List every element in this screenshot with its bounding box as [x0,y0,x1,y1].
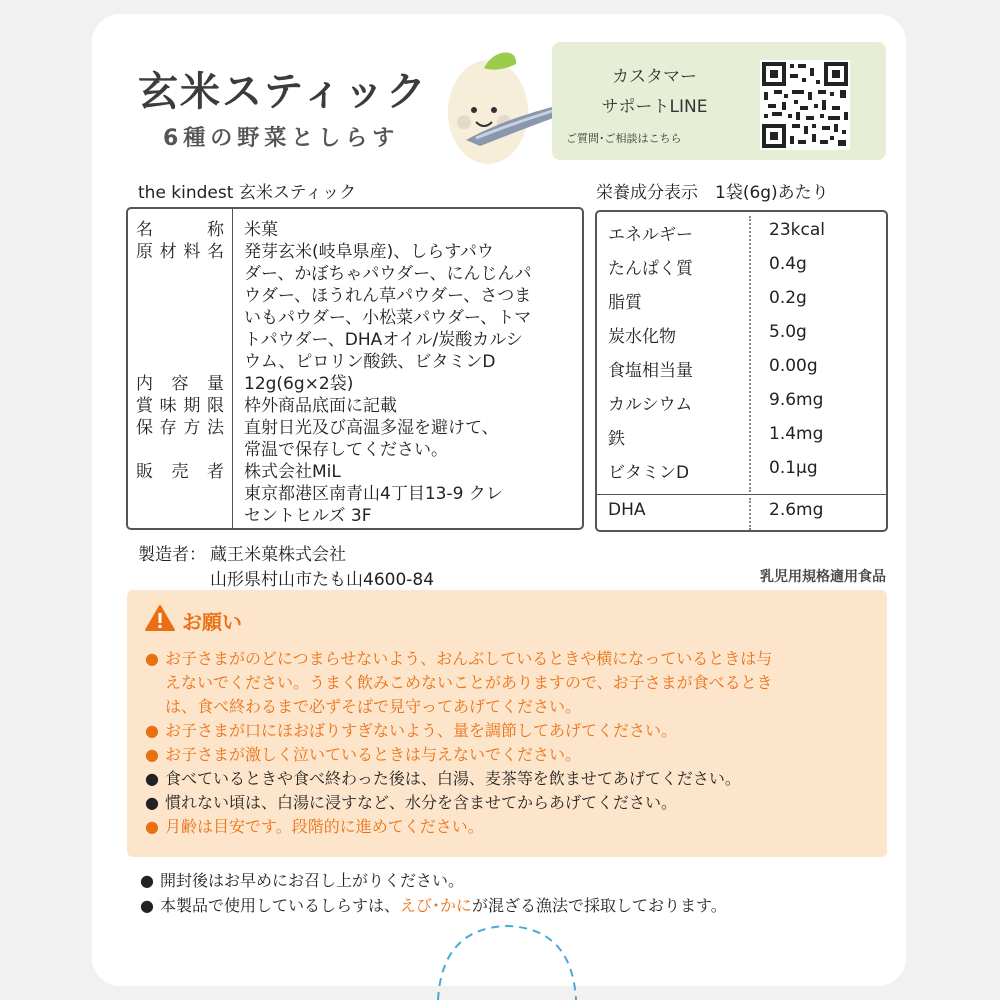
nutrition-row [597,352,886,386]
spec-value-seller [244,461,574,527]
spec-value-line: ウダー、ほうれん草パウダー、さつま [244,286,532,306]
nutrition-row [597,284,886,318]
bullet: ● [145,817,159,836]
spec-value-name [244,219,574,241]
nutrition-name: 食塩相当量 [608,361,693,381]
notice-text: お子さまがのどにつまらせないよう、おんぶしているときや横になっているときは与 [165,649,773,668]
notice-line [145,815,484,839]
spec-label-contents: 内容量 [136,374,224,394]
notice-line [145,719,677,743]
notice-text: お子さまが激しく泣いているときは与えないでください。 [165,745,582,764]
line-support-title-1: カスタマー [612,67,697,87]
spec-value-line: セントヒルズ 3F [244,506,372,526]
notice-text: 食べているときや食べ終わった後は、白湯、麦茶等を飲ませてあげてください。 [165,769,741,788]
nutrition-value: 23kcal [769,220,825,240]
nutrition-value: 0.2g [769,288,807,308]
footer-text: 開封後はお早めにお召し上がりください。 [160,871,465,890]
nutrition-name: ビタミンD [608,463,690,483]
nutrition-value: 9.6mg [769,390,824,410]
notice-line [145,743,581,767]
bullet: ● [140,871,154,890]
nutrition-row [597,454,886,488]
footer-line-1 [140,868,464,891]
spec-value-line: ウム、ピロリン酸鉄、ビタミンD [244,352,496,372]
spec-value-contents [244,373,574,395]
notice-text: 月齢は目安です。段階的に進めてください。 [165,817,484,836]
line-support-note: ご質問･ご相談はこちら [566,132,682,145]
nutrition-row [597,420,886,454]
footer-text: 本製品で使用しているしらすは、 [160,896,401,915]
infant-standard-label: 乳児用規格適用食品 [760,569,886,585]
spec-value-line: 発芽玄米(岐阜県産)、しらすパウ [244,242,494,262]
spec-value-line: 12g(6g×2袋) [244,374,354,394]
nutrition-name: 鉄 [608,429,625,449]
nutrition-row [597,216,886,250]
notice-text: は、食べ終わるまで必ずそばで見守ってあげてください。 [165,697,582,716]
spec-value-line: 枠外商品底面に記載 [244,396,397,416]
spec-label-seller: 販売者 [136,462,224,482]
notice-text: えないでください。うまく飲みこめないことがありますので、お子さまが食べるとき [165,673,773,692]
spec-value-storage [244,417,574,461]
nutrition-value: 0.4g [769,254,807,274]
nutrition-row-dha [597,496,886,530]
cut-guide-arc [432,920,582,1000]
spec-table [126,207,584,530]
spec-divider [232,209,233,528]
bullet: ● [140,896,154,915]
nutrition-name: 脂質 [608,293,642,313]
nutrition-name: 炭水化物 [608,327,676,347]
spec-value-line: トパウダー、DHAオイル/炭酸カルシ [244,330,523,350]
nutrition-name: カルシウム [608,395,693,415]
bullet: ● [145,793,159,812]
footer-line-2 [140,893,727,916]
spec-value-line: いもパウダー、小松菜パウダー、トマ [244,308,532,328]
nutrition-value: 5.0g [769,322,807,342]
notice-text: お子さまが口にほおばりすぎないよう、量を調節してあげてください。 [165,721,678,740]
nutrition-value: 2.6mg [769,500,824,520]
spec-value-best-before [244,395,574,417]
notice-line [145,671,773,695]
bullet: ● [145,745,159,764]
nutrition-separator [597,494,886,495]
manufacturer-company: 蔵王米菓株式会社 [210,545,346,565]
spec-value-line: 東京都港区南青山4丁目13-9 クレ [244,484,503,504]
notice-line [145,791,677,815]
line-support-title-2: サポートLINE [601,97,708,117]
spec-value-line: ダー、かぼちゃパウダー、にんじんパ [244,264,532,284]
line-support-box[interactable] [552,42,886,160]
notice-title: お願い [182,610,242,634]
bullet: ● [145,721,159,740]
nutrition-value: 1.4mg [769,424,824,444]
notice-line [145,695,581,719]
product-title: 玄米スティック [138,69,428,115]
notice-box [127,590,887,857]
spec-value-line: 株式会社MiL [244,462,341,482]
qr-code-icon[interactable] [760,60,850,150]
notice-text: 慣れない頃は、白湯に浸すなど、水分を含ませてからあげてください。 [165,793,678,812]
bullet: ● [145,769,159,788]
footer-text: が混ざる漁法で採取しております。 [472,896,727,915]
notice-line [145,647,772,671]
manufacturer-address: 山形県村山市たも山4600-84 [210,570,435,590]
allergen-highlight: えび･かに [400,896,473,915]
spec-label-best-before: 賞味期限 [136,396,224,416]
manufacturer-label: 製造者： [138,545,206,565]
warning-icon [145,604,175,632]
product-subtitle: 6種の野菜としらす [163,126,400,151]
spec-value-line: 常温で保存してください。 [244,440,448,460]
spec-label-storage: 保存方法 [136,418,224,438]
nutrition-row [597,250,886,284]
nutrition-value: 0.00g [769,356,818,376]
spec-value-line: 直射日光及び高温多湿を避けて、 [244,418,499,438]
spec-label-name: 名 称 [136,220,224,240]
spec-value-line: 米菓 [244,220,278,240]
notice-line [145,767,741,791]
nutrition-row [597,386,886,420]
spec-label-ingredients: 原材料名 [136,242,224,262]
spec-value-ingredients [244,241,574,373]
nutrition-name: たんぱく質 [608,259,693,279]
nutrition-header: 栄養成分表示 1袋(6g)あたり [596,183,829,203]
nutrition-table [595,210,888,532]
nutrition-value: 0.1μg [769,458,818,478]
bullet: ● [145,649,159,668]
nutrition-name: DHA [608,500,646,520]
nutrition-name: エネルギー [608,225,693,245]
nutrition-row [597,318,886,352]
product-name: the kindest 玄米スティック [138,183,357,203]
